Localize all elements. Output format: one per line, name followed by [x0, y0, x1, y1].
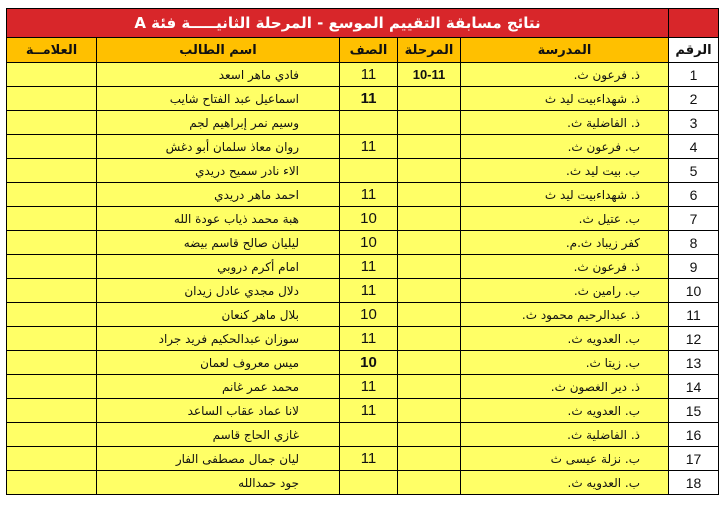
stage-cell — [398, 471, 461, 495]
table-row — [7, 87, 719, 111]
table-row — [7, 63, 719, 87]
grade-cell — [340, 471, 398, 495]
stage-cell — [398, 87, 461, 111]
stage-cell — [398, 447, 461, 471]
grade-cell — [340, 111, 398, 135]
sheet-title: نتائج مسابقة التقييم الموسع - المرحلة الثانيـــــة فئة A — [7, 9, 669, 38]
mark-cell — [7, 279, 97, 303]
stage-cell — [398, 375, 461, 399]
grade-cell: 11 — [340, 255, 398, 279]
mark-cell — [7, 87, 97, 111]
title-row — [7, 9, 719, 38]
stage-cell — [398, 399, 461, 423]
mark-cell — [7, 375, 97, 399]
row-number-cell: 10 — [669, 279, 719, 303]
mark-cell — [7, 111, 97, 135]
stage-cell — [398, 423, 461, 447]
stage-cell — [398, 135, 461, 159]
grade-cell: 11 — [340, 327, 398, 351]
stage-cell — [398, 327, 461, 351]
school-cell: ذ. دير الغصون ث. — [461, 375, 669, 399]
mark-cell — [7, 303, 97, 327]
row-number-cell: 7 — [669, 207, 719, 231]
school-cell: ب. رامين ث. — [461, 279, 669, 303]
stage-cell — [398, 255, 461, 279]
school-cell: ب. زيتا ث. — [461, 351, 669, 375]
table-row — [7, 351, 719, 375]
row-number-cell: 8 — [669, 231, 719, 255]
mark-cell — [7, 207, 97, 231]
student-name-cell: احمد ماهر دريدي — [97, 183, 340, 207]
school-cell: ب. عتيل ث. — [461, 207, 669, 231]
results-table — [6, 8, 719, 495]
student-name-cell: محمد عمر غانم — [97, 375, 340, 399]
row-number-cell: 2 — [669, 87, 719, 111]
mark-cell — [7, 183, 97, 207]
mark-cell — [7, 231, 97, 255]
mark-cell — [7, 447, 97, 471]
mark-cell — [7, 351, 97, 375]
school-cell: ذ. شهداءبيت ليد ث — [461, 87, 669, 111]
row-number-cell: 15 — [669, 399, 719, 423]
school-cell: ب. بيت ليد ث. — [461, 159, 669, 183]
mark-cell — [7, 255, 97, 279]
table-row — [7, 231, 719, 255]
row-number-cell: 18 — [669, 471, 719, 495]
school-cell: ذ. فرعون ث. — [461, 63, 669, 87]
grade-cell: 11 — [340, 183, 398, 207]
grade-cell: 11 — [340, 63, 398, 87]
school-cell: ب. فرعون ث. — [461, 135, 669, 159]
table-row — [7, 447, 719, 471]
header-student: اسم الطالب — [97, 38, 340, 63]
table-row — [7, 183, 719, 207]
table-row — [7, 111, 719, 135]
student-name-cell: غازي الحاج قاسم — [97, 423, 340, 447]
student-name-cell: ليليان صالح قاسم بيضه — [97, 231, 340, 255]
school-cell: ذ. شهداءبيت ليد ث — [461, 183, 669, 207]
table-row — [7, 207, 719, 231]
mark-cell — [7, 159, 97, 183]
student-name-cell: وسيم نمر إبراهيم لجم — [97, 111, 340, 135]
row-number-cell: 1 — [669, 63, 719, 87]
stage-cell — [398, 111, 461, 135]
table-row — [7, 135, 719, 159]
student-name-cell: دلال مجدي عادل زيدان — [97, 279, 340, 303]
grade-cell: 10 — [340, 207, 398, 231]
grade-cell — [340, 159, 398, 183]
header-row — [7, 38, 719, 63]
stage-cell — [398, 231, 461, 255]
header-grade: الصف — [340, 38, 398, 63]
grade-cell: 10 — [340, 231, 398, 255]
school-cell: ذ. الفاضلية ث. — [461, 423, 669, 447]
mark-cell — [7, 327, 97, 351]
grade-cell: 10 — [340, 303, 398, 327]
header-school: المدرسة — [461, 38, 669, 63]
student-name-cell: روان معاذ سلمان أبو دغش — [97, 135, 340, 159]
stage-cell — [398, 279, 461, 303]
stage-cell — [398, 159, 461, 183]
grade-cell: 11 — [340, 87, 398, 111]
table-row — [7, 423, 719, 447]
student-name-cell: ليان جمال مصطفى الفار — [97, 447, 340, 471]
table-row — [7, 255, 719, 279]
student-name-cell: سوزان عبدالحكيم فريد جراد — [97, 327, 340, 351]
student-name-cell: لانا عماد عقاب الساعد — [97, 399, 340, 423]
mark-cell — [7, 423, 97, 447]
row-number-cell: 9 — [669, 255, 719, 279]
table-row — [7, 471, 719, 495]
table-row — [7, 375, 719, 399]
student-name-cell: اسماعيل عبد الفتاح شايب — [97, 87, 340, 111]
grade-cell: 11 — [340, 135, 398, 159]
student-name-cell: جود حمدالله — [97, 471, 340, 495]
stage-cell — [398, 303, 461, 327]
school-cell: ب. نزلة عيسى ث — [461, 447, 669, 471]
grade-cell: 11 — [340, 375, 398, 399]
row-number-cell: 3 — [669, 111, 719, 135]
grade-cell: 11 — [340, 447, 398, 471]
student-name-cell: ميس معروف لعمان — [97, 351, 340, 375]
grade-cell: 10 — [340, 351, 398, 375]
title-corner — [669, 9, 719, 38]
row-number-cell: 4 — [669, 135, 719, 159]
row-number-cell: 12 — [669, 327, 719, 351]
school-cell: ذ. فرعون ث. — [461, 255, 669, 279]
header-stage: المرحلة — [398, 38, 461, 63]
student-name-cell: بلال ماهر كنعان — [97, 303, 340, 327]
school-cell: ب. العدويه ث. — [461, 471, 669, 495]
table-row — [7, 303, 719, 327]
mark-cell — [7, 399, 97, 423]
student-name-cell: فادي ماهر اسعد — [97, 63, 340, 87]
row-number-cell: 17 — [669, 447, 719, 471]
header-number: الرقم — [669, 38, 719, 63]
school-cell: ب. العدويه ث. — [461, 327, 669, 351]
stage-cell — [398, 183, 461, 207]
row-number-cell: 5 — [669, 159, 719, 183]
school-cell: ذ. عبدالرحيم محمود ث. — [461, 303, 669, 327]
school-cell: كفر زيباد ث.م. — [461, 231, 669, 255]
stage-cell — [398, 207, 461, 231]
table-row — [7, 327, 719, 351]
school-cell: ذ. الفاضلية ث. — [461, 111, 669, 135]
row-number-cell: 6 — [669, 183, 719, 207]
school-cell: ب. العدويه ث. — [461, 399, 669, 423]
mark-cell — [7, 471, 97, 495]
row-number-cell: 16 — [669, 423, 719, 447]
row-number-cell: 14 — [669, 375, 719, 399]
stage-cell: 10-11 — [398, 63, 461, 87]
grade-cell: 11 — [340, 279, 398, 303]
grade-cell: 11 — [340, 399, 398, 423]
header-mark: العلامــة — [7, 38, 97, 63]
table-row — [7, 399, 719, 423]
student-name-cell: هبة محمد ذياب عودة الله — [97, 207, 340, 231]
table-row — [7, 279, 719, 303]
row-number-cell: 11 — [669, 303, 719, 327]
grade-cell — [340, 423, 398, 447]
student-name-cell: امام أكرم دروبي — [97, 255, 340, 279]
stage-cell — [398, 351, 461, 375]
mark-cell — [7, 135, 97, 159]
mark-cell — [7, 63, 97, 87]
row-number-cell: 13 — [669, 351, 719, 375]
student-name-cell: الاء نادر سميح دريدي — [97, 159, 340, 183]
table-row — [7, 159, 719, 183]
